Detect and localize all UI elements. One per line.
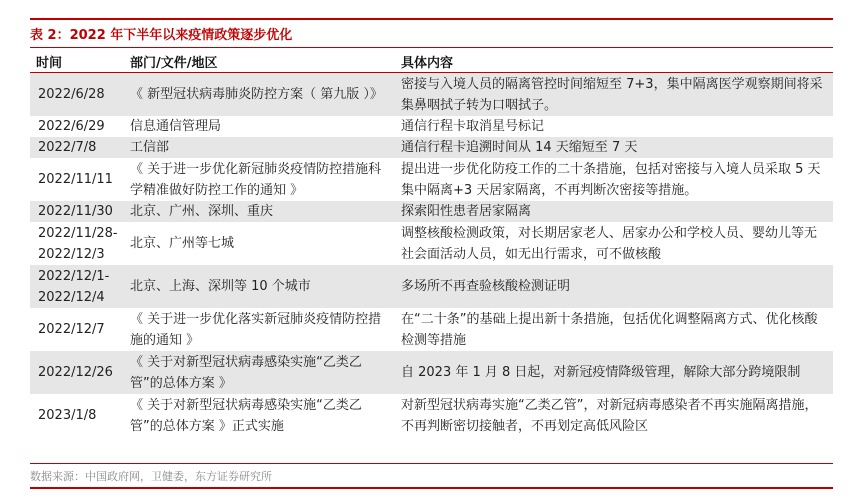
cell-time: 2022/11/30 <box>30 201 124 222</box>
cell-content: 自 2023 年 1 月 8 日起，对新冠疫情降级管理，解除大部分跨境限制 <box>395 351 833 394</box>
cell-dept: 《 关于进一步优化新冠肺炎疫情防控措施科学精准做好防控工作的通知 》 <box>124 158 395 201</box>
cell-time: 2022/12/7 <box>30 308 124 351</box>
cell-dept: 北京、广州等七城 <box>124 222 395 265</box>
table-row <box>30 137 833 158</box>
cell-time: 2023/1/8 <box>30 394 124 437</box>
bottom-rule <box>30 487 833 489</box>
header-top-rule <box>30 47 833 48</box>
cell-content: 探索阳性患者居家隔离 <box>395 201 833 222</box>
table-title: 表 2：2022 年下半年以来疫情政策逐步优化 <box>30 28 293 43</box>
cell-dept: 北京、上海、深圳等 10 个城市 <box>124 265 395 308</box>
table-row <box>30 222 833 265</box>
title-top-rule <box>30 18 833 20</box>
cell-time: 2022/12/1-2022/12/4 <box>30 265 124 308</box>
source-note: 数据来源：中国政府网，卫健委，东方证券研究所 <box>30 470 272 483</box>
cell-dept: 《 新型冠状病毒肺炎防控方案（ 第九版 ）》 <box>124 73 395 117</box>
cell-dept: 《 关于进一步优化落实新冠肺炎疫情防控措施的通知 》 <box>124 308 395 351</box>
header-content: 具体内容 <box>395 50 833 73</box>
table-row <box>30 73 833 117</box>
cell-dept: 《 关于对新型冠状病毒感染实施“乙类乙管”的总体方案 》 <box>124 351 395 394</box>
table-row <box>30 201 833 222</box>
cell-content: 调整核酸检测政策，对长期居家老人、居家办公和学校人员、婴幼儿等无社会面活动人员，如无出行需求，可不做核酸 <box>395 222 833 265</box>
source-top-rule <box>30 463 833 464</box>
header-dept: 部门/文件/地区 <box>124 50 395 73</box>
table-header-row <box>30 50 833 73</box>
cell-content: 多场所不再查验核酸检测证明 <box>395 265 833 308</box>
cell-dept: 工信部 <box>124 137 395 158</box>
cell-content: 提出进一步优化防疫工作的二十条措施，包括对密接与入境人员采取 5 天集中隔离+3 天居家隔离，不再判断次密接等措施。 <box>395 158 833 201</box>
table-row <box>30 308 833 351</box>
table-row <box>30 351 833 394</box>
cell-content: 在“二十条”的基础上提出新十条措施，包括优化调整隔离方式、优化核酸检测等措施 <box>395 308 833 351</box>
cell-time: 2022/6/28 <box>30 73 124 117</box>
cell-content: 密接与入境人员的隔离管控时间缩短至 7+3，集中隔离医学观察期间将采集鼻咽拭子转为口咽拭子。 <box>395 73 833 117</box>
cell-content: 通信行程卡追溯时间从 14 天缩短至 7 天 <box>395 137 833 158</box>
policy-table <box>30 50 833 437</box>
cell-time: 2022/12/26 <box>30 351 124 394</box>
table-row <box>30 158 833 201</box>
table-row <box>30 116 833 137</box>
cell-time: 2022/11/11 <box>30 158 124 201</box>
cell-content: 对新型冠状病毒实施“乙类乙管”，对新冠病毒感染者不再实施隔离措施，不再判断密切接触者，不再划定高低风险区 <box>395 394 833 437</box>
cell-dept: 《 关于对新型冠状病毒感染实施“乙类乙管”的总体方案 》正式实施 <box>124 394 395 437</box>
cell-time: 2022/7/8 <box>30 137 124 158</box>
cell-time: 2022/6/29 <box>30 116 124 137</box>
header-time: 时间 <box>30 50 124 73</box>
cell-time: 2022/11/28-2022/12/3 <box>30 222 124 265</box>
cell-content: 通信行程卡取消星号标记 <box>395 116 833 137</box>
table-row <box>30 265 833 308</box>
cell-dept: 信息通信管理局 <box>124 116 395 137</box>
cell-dept: 北京、广州、深圳、重庆 <box>124 201 395 222</box>
table-row <box>30 394 833 437</box>
